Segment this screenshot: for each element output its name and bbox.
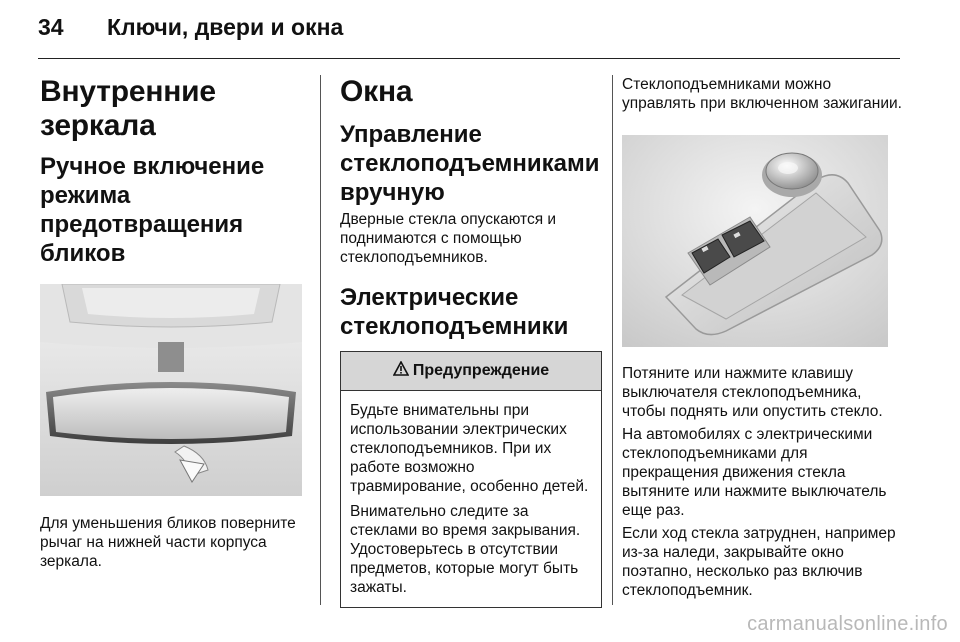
switch-text: Потяните или нажмите клавишу выключателя стеклоподъемника, чтобы поднять или опустить стекло. [622, 365, 883, 420]
warning-text-2: Внимательно следите за стеклами во время закрывания. Удостоверьтесь в отсутствии предметов, которые могут быть зажаты. [350, 503, 581, 596]
warning-title: Предупреждение [412, 362, 550, 379]
window-switch-illustration [622, 135, 888, 347]
chapter-title: Ключи, двери и окна [107, 14, 344, 40]
mirror-caption: Для уменьшения бликов поверните рычаг на нижней части корпуса зеркала. [40, 515, 296, 570]
column-mirrors [40, 75, 303, 571]
subheading-manual-windows: Управление стеклоподъемниками вручную [340, 121, 600, 206]
subheading-antiglare: Ручное включение режима предотвращения бликов [40, 153, 265, 267]
warning-body [341, 391, 601, 607]
warning-text-1: Будьте внимательны при использовании электрических стеклоподъемников. При их работе возможно травмирование, особенно детей. [350, 402, 589, 495]
header-divider [38, 58, 900, 59]
column-power-windows [622, 75, 904, 600]
column-divider-1 [320, 75, 321, 605]
warning-triangle-icon [393, 361, 409, 381]
manual-windows-text: Дверные стекла опускаются и поднимаются с помощью стеклоподъемников. [340, 211, 557, 266]
subheading-power-windows: Электрические стеклоподъемники [340, 284, 569, 340]
column-windows [340, 75, 602, 608]
ignition-text: Стеклоподъемниками можно управлять при включенном зажигании. [622, 76, 902, 112]
mirror-illustration [40, 284, 302, 496]
warning-header [341, 352, 601, 391]
column-divider-2 [612, 75, 613, 605]
footer-watermark: carmanualsonline.info [747, 613, 948, 635]
stop-motion-text: На автомобилях с электрическими стеклоподъемниками для прекращения движения стекла вытяните или нажмите выключатель еще раз. [622, 426, 887, 519]
warning-box [340, 351, 602, 608]
page-number: 34 [38, 14, 64, 40]
ice-text: Если ход стекла затруднен, например из-за наледи, закрывайте окно поэтапно, несколько раз включив стеклоподъемник. [622, 525, 896, 599]
section-heading-windows: Окна [340, 75, 413, 108]
section-heading-mirrors: Внутренние зеркала [40, 75, 216, 142]
